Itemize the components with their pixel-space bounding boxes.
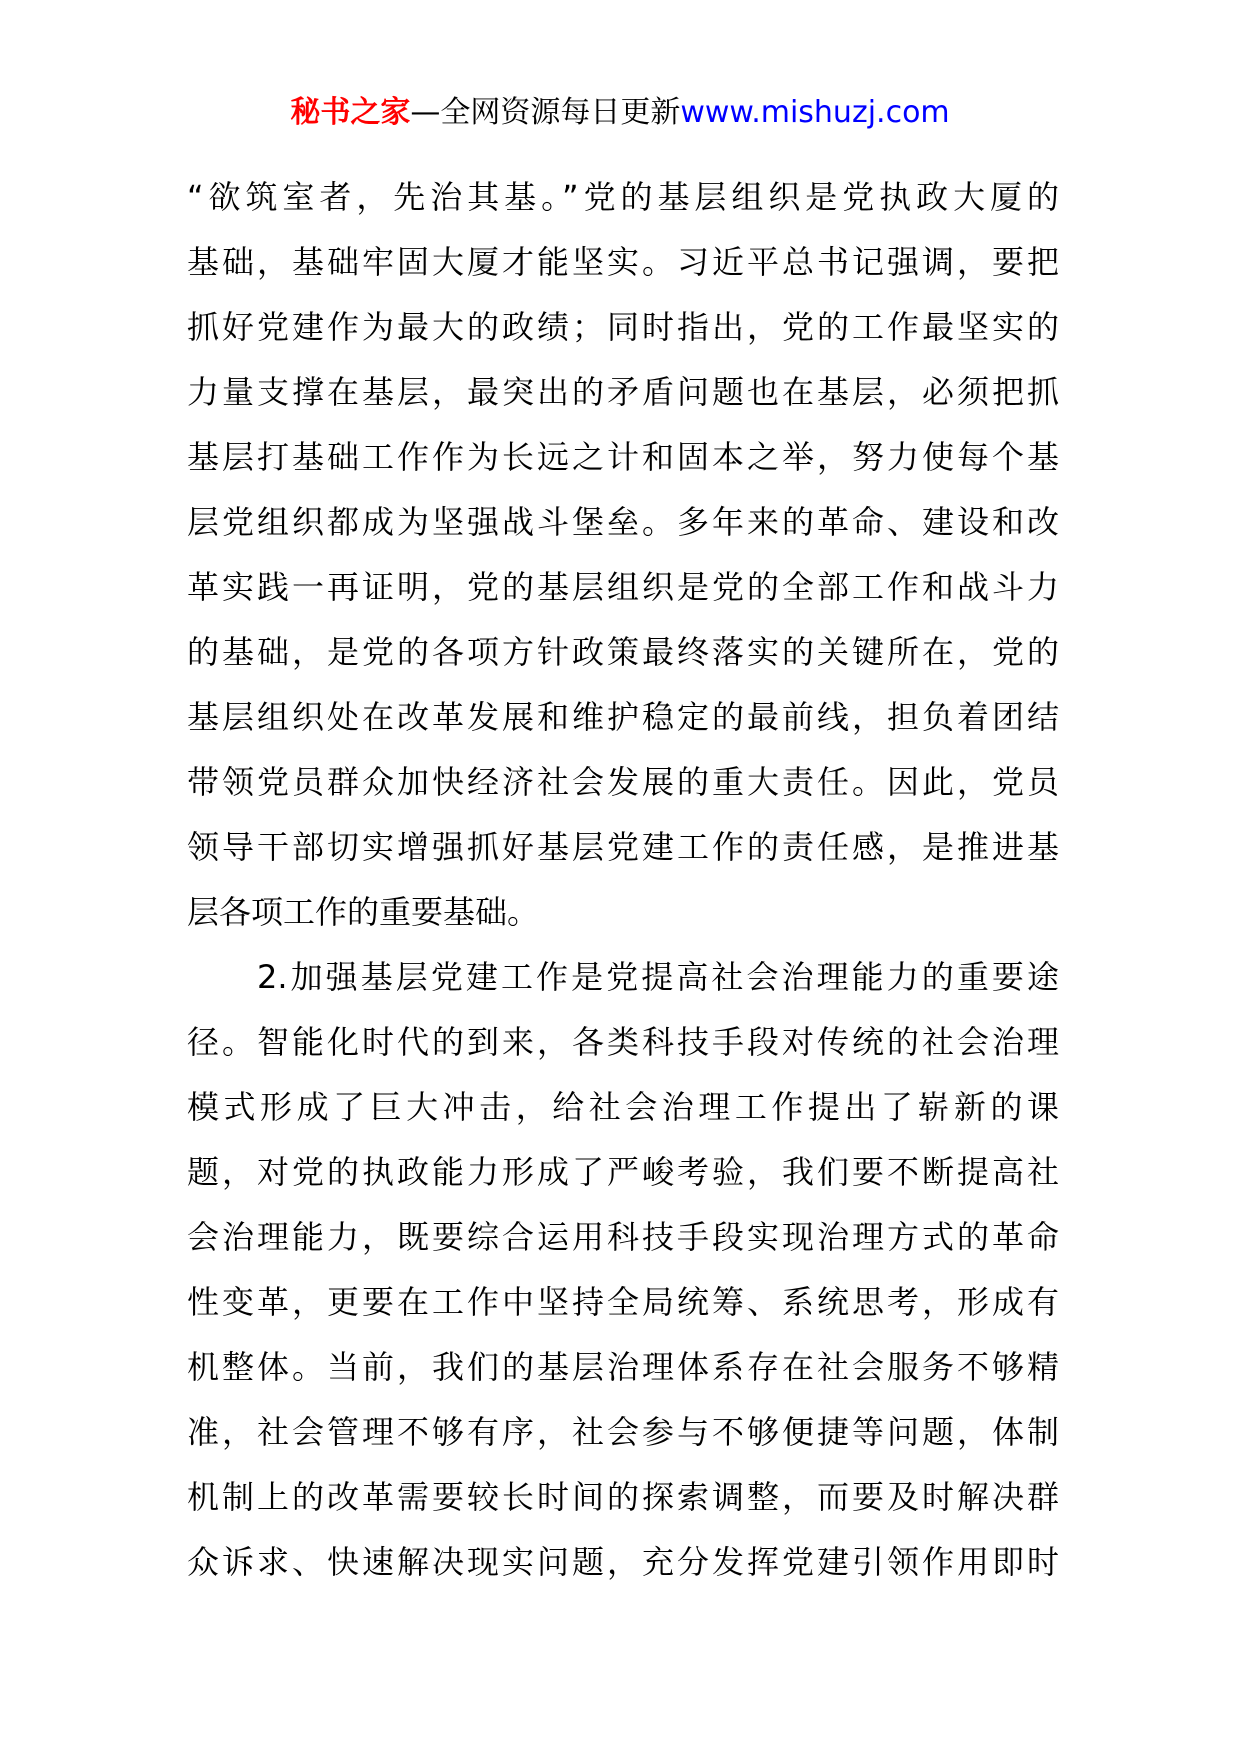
text-line: 领导干部切实增强抓好基层党建工作的责任感，是推进基	[187, 828, 1059, 866]
text-line: 性变革，更要在工作中坚持全局统筹、系统思考，形成有	[187, 1283, 1059, 1321]
text-line: 机整体。当前，我们的基层治理体系存在社会服务不够精	[187, 1348, 1059, 1386]
header-tagline: —全网资源每日更新	[410, 95, 681, 130]
text-line: 基层打基础工作作为长远之计和固本之举，努力使每个基	[187, 438, 1059, 476]
text-line: 会治理能力，既要综合运用科技手段实现治理方式的革命	[187, 1218, 1059, 1256]
text-line: 抓好党建作为最大的政绩；同时指出，党的工作最坚实的	[187, 308, 1059, 346]
text-line: 的基础，是党的各项方针政策最终落实的关键所在，党的	[187, 633, 1059, 671]
text-line: 带领党员群众加快经济社会发展的重大责任。因此，党员	[187, 763, 1059, 801]
text-line: 2.加强基层党建工作是党提高社会治理能力的重要途	[257, 958, 1059, 996]
text-line: 基层组织处在改革发展和维护稳定的最前线，担负着团结	[187, 698, 1059, 736]
header-brand: 秘书之家	[290, 95, 411, 130]
text-line: 基础，基础牢固大厦才能坚实。习近平总书记强调，要把	[187, 243, 1059, 281]
text-line: 层各项工作的重要基础。	[187, 893, 540, 931]
document-body	[187, 165, 1059, 1595]
page-header	[0, 93, 1240, 133]
header-url-link[interactable]: www.mishuzj.com	[680, 95, 950, 130]
text-line: 力量支撑在基层，最突出的矛盾问题也在基层，必须把抓	[187, 373, 1059, 411]
text-line: “欲筑室者，先治其基。”党的基层组织是党执政大厦的	[187, 178, 1059, 216]
paragraph	[187, 945, 1059, 1595]
text-line: 题，对党的执政能力形成了严峻考验，我们要不断提高社	[187, 1153, 1059, 1191]
text-line: 径。智能化时代的到来，各类科技手段对传统的社会治理	[187, 1023, 1059, 1061]
text-line: 模式形成了巨大冲击，给社会治理工作提出了崭新的课	[187, 1088, 1059, 1126]
text-line: 层党组织都成为坚强战斗堡垒。多年来的革命、建设和改	[187, 503, 1059, 541]
text-line: 准，社会管理不够有序，社会参与不够便捷等问题，体制	[187, 1413, 1059, 1451]
text-line: 革实践一再证明，党的基层组织是党的全部工作和战斗力	[187, 568, 1059, 606]
text-line: 众诉求、快速解决现实问题，充分发挥党建引领作用即时	[187, 1543, 1059, 1581]
paragraph	[187, 165, 1059, 945]
text-line: 机制上的改革需要较长时间的探索调整，而要及时解决群	[187, 1478, 1059, 1516]
